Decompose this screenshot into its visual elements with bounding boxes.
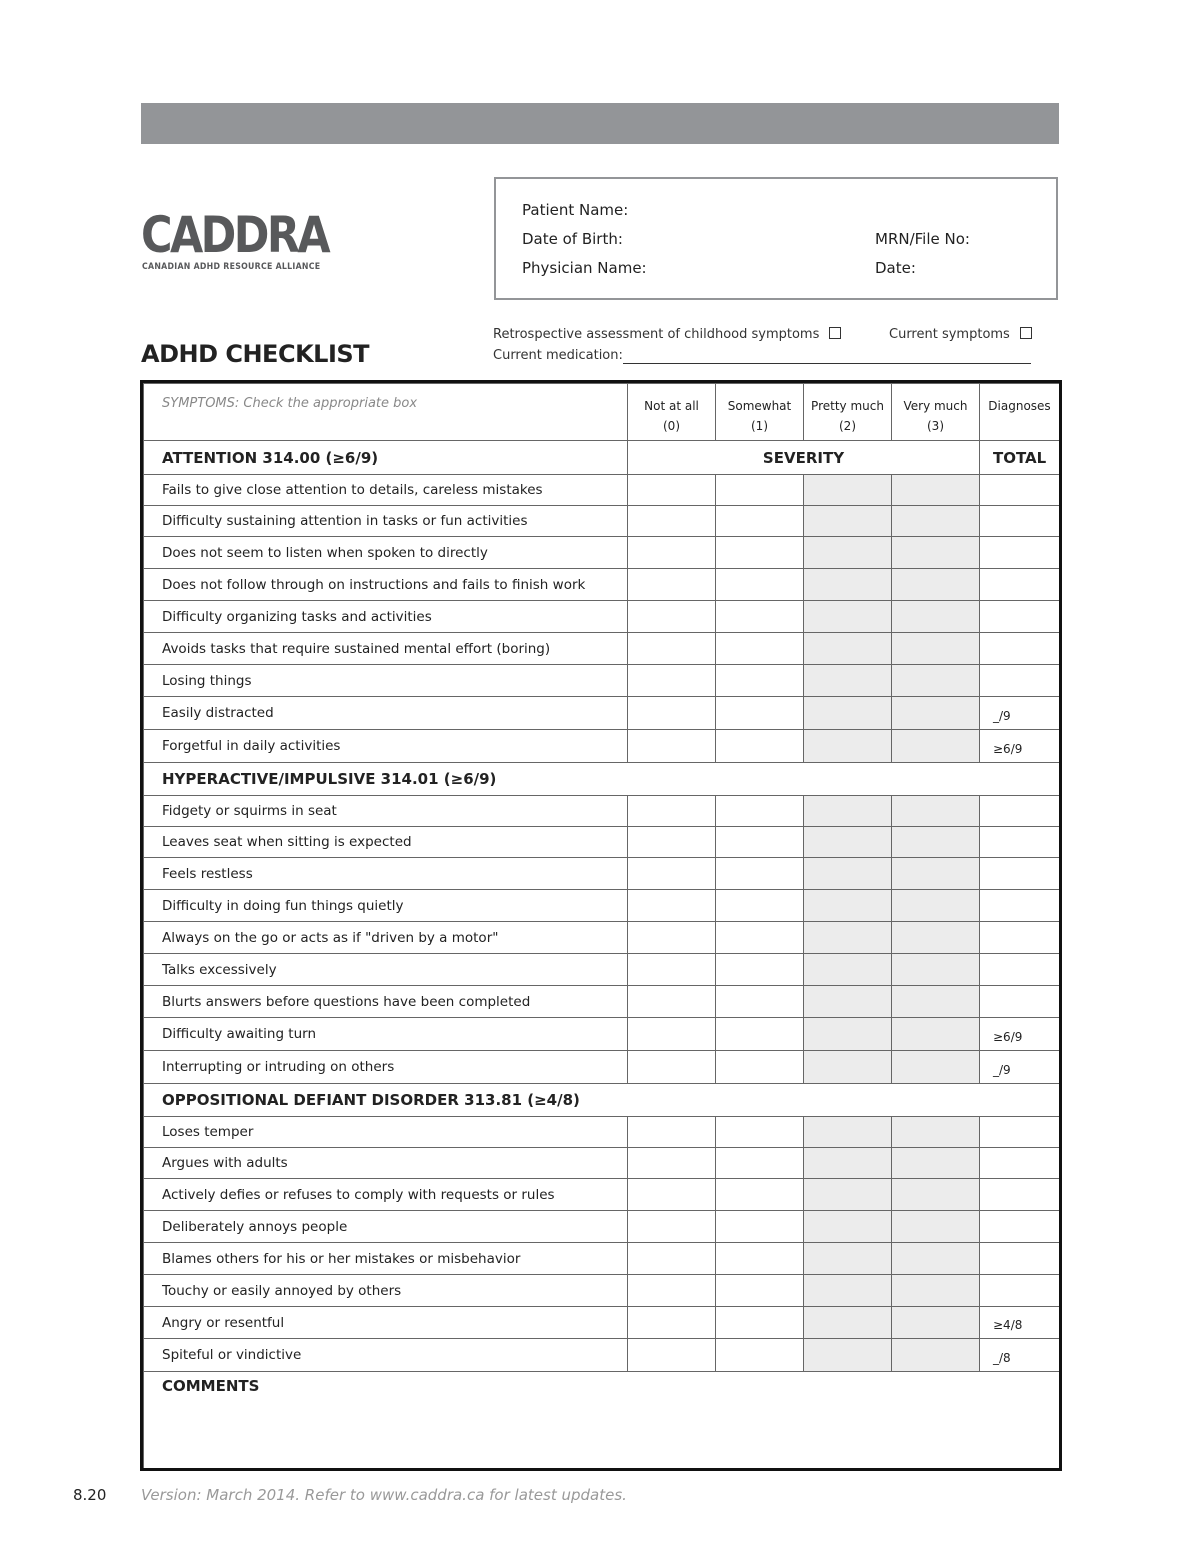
severity-cell-very-much[interactable] bbox=[892, 665, 980, 697]
section-title-attention: ATTENTION 314.00 (≥6/9) bbox=[144, 441, 628, 475]
patient-name-label: Patient Name: bbox=[522, 201, 629, 219]
diagnosis-cell[interactable]: _/8 bbox=[980, 1339, 1060, 1372]
diagnosis-cell[interactable] bbox=[980, 954, 1060, 986]
section-title-oppositional: OPPOSITIONAL DEFIANT DISORDER 313.81 (≥4/8) bbox=[144, 1084, 1060, 1117]
severity-cell-pretty-much[interactable] bbox=[804, 1051, 892, 1084]
symptom-label: Talks excessively bbox=[144, 954, 628, 986]
symptom-row bbox=[144, 1018, 1060, 1051]
symptoms-header: SYMPTOMS: Check the appropriate box bbox=[144, 384, 628, 441]
col-pretty-much: Pretty much (2) bbox=[804, 384, 892, 441]
diagnosis-cell[interactable] bbox=[980, 665, 1060, 697]
severity-cell-very-much[interactable] bbox=[892, 506, 980, 537]
symptom-checklist-table bbox=[140, 380, 1062, 1471]
symptom-row bbox=[144, 1243, 1060, 1275]
diagnosis-cell[interactable]: _/9 bbox=[980, 1051, 1060, 1084]
severity-cell-not-at-all[interactable] bbox=[628, 1179, 716, 1211]
severity-cell-pretty-much[interactable] bbox=[804, 1307, 892, 1339]
diagnosis-cell[interactable] bbox=[980, 569, 1060, 601]
severity-cell-somewhat[interactable] bbox=[716, 601, 804, 633]
severity-cell-very-much[interactable] bbox=[892, 1117, 980, 1148]
diagnosis-cell[interactable]: ≥6/9 bbox=[980, 1018, 1060, 1051]
severity-cell-somewhat[interactable] bbox=[716, 475, 804, 506]
severity-cell-pretty-much[interactable] bbox=[804, 1211, 892, 1243]
severity-cell-somewhat[interactable] bbox=[716, 858, 804, 890]
severity-cell-pretty-much[interactable] bbox=[804, 730, 892, 763]
diagnosis-cell[interactable] bbox=[980, 922, 1060, 954]
comments-field[interactable]: COMMENTS bbox=[144, 1372, 1060, 1468]
symptom-label: Spiteful or vindictive bbox=[144, 1339, 628, 1372]
col-diagnoses: Diagnoses bbox=[980, 384, 1060, 441]
severity-cell-somewhat[interactable] bbox=[716, 954, 804, 986]
severity-cell-somewhat[interactable] bbox=[716, 633, 804, 665]
comments-row bbox=[144, 1372, 1060, 1468]
severity-cell-not-at-all[interactable] bbox=[628, 796, 716, 827]
logo-tagline: CANADIAN ADHD RESOURCE ALLIANCE bbox=[142, 262, 321, 272]
diagnosis-cell[interactable] bbox=[980, 796, 1060, 827]
severity-cell-very-much[interactable] bbox=[892, 730, 980, 763]
severity-cell-very-much[interactable] bbox=[892, 954, 980, 986]
symptom-label: Does not seem to listen when spoken to directly bbox=[144, 537, 628, 569]
severity-cell-somewhat[interactable] bbox=[716, 697, 804, 730]
severity-cell-not-at-all[interactable] bbox=[628, 633, 716, 665]
symptom-label: Fails to give close attention to details, careless mistakes bbox=[144, 475, 628, 506]
diagnosis-cell[interactable] bbox=[980, 890, 1060, 922]
severity-cell-not-at-all[interactable] bbox=[628, 986, 716, 1018]
severity-cell-somewhat[interactable] bbox=[716, 1307, 804, 1339]
severity-cell-somewhat[interactable] bbox=[716, 1211, 804, 1243]
severity-cell-pretty-much[interactable] bbox=[804, 1117, 892, 1148]
symptom-label: Avoids tasks that require sustained mental effort (boring) bbox=[144, 633, 628, 665]
symptom-label: Blurts answers before questions have been completed bbox=[144, 986, 628, 1018]
severity-cell-pretty-much[interactable] bbox=[804, 1148, 892, 1179]
symptom-row bbox=[144, 537, 1060, 569]
severity-cell-not-at-all[interactable] bbox=[628, 730, 716, 763]
symptom-label: Always on the go or acts as if "driven by a motor" bbox=[144, 922, 628, 954]
severity-cell-not-at-all[interactable] bbox=[628, 954, 716, 986]
severity-cell-very-much[interactable] bbox=[892, 1051, 980, 1084]
symptom-label: Interrupting or intruding on others bbox=[144, 1051, 628, 1084]
patient-info-box bbox=[494, 177, 1058, 300]
severity-cell-pretty-much[interactable] bbox=[804, 858, 892, 890]
symptom-row bbox=[144, 730, 1060, 763]
symptom-label: Feels restless bbox=[144, 858, 628, 890]
severity-cell-somewhat[interactable] bbox=[716, 986, 804, 1018]
severity-cell-somewhat[interactable] bbox=[716, 1051, 804, 1084]
date-of-birth-label: Date of Birth: bbox=[522, 230, 623, 248]
symptom-label: Touchy or easily annoyed by others bbox=[144, 1275, 628, 1307]
symptom-label: Argues with adults bbox=[144, 1148, 628, 1179]
diagnosis-cell[interactable]: _/9 bbox=[980, 697, 1060, 730]
current-symptoms-label: Current symptoms bbox=[889, 327, 1010, 342]
severity-cell-very-much[interactable] bbox=[892, 697, 980, 730]
severity-cell-somewhat[interactable] bbox=[716, 1179, 804, 1211]
diagnosis-cell[interactable] bbox=[980, 1211, 1060, 1243]
severity-cell-very-much[interactable] bbox=[892, 986, 980, 1018]
severity-cell-very-much[interactable] bbox=[892, 633, 980, 665]
severity-cell-pretty-much[interactable] bbox=[804, 569, 892, 601]
symptom-row bbox=[144, 665, 1060, 697]
logo-wordmark: CADDRA bbox=[141, 206, 329, 264]
severity-cell-very-much[interactable] bbox=[892, 1148, 980, 1179]
severity-cell-somewhat[interactable] bbox=[716, 730, 804, 763]
current-symptoms-option bbox=[889, 327, 1032, 342]
symptom-row bbox=[144, 569, 1060, 601]
severity-cell-not-at-all[interactable] bbox=[628, 1211, 716, 1243]
diagnosis-cell[interactable] bbox=[980, 633, 1060, 665]
severity-cell-somewhat[interactable] bbox=[716, 569, 804, 601]
severity-cell-somewhat[interactable] bbox=[716, 890, 804, 922]
severity-cell-somewhat[interactable] bbox=[716, 1117, 804, 1148]
severity-cell-not-at-all[interactable] bbox=[628, 665, 716, 697]
section-row bbox=[144, 763, 1060, 796]
symptom-row bbox=[144, 633, 1060, 665]
symptom-label: Blames others for his or her mistakes or misbehavior bbox=[144, 1243, 628, 1275]
symptom-row bbox=[144, 986, 1060, 1018]
symptom-row bbox=[144, 827, 1060, 858]
section-row bbox=[144, 441, 1060, 475]
severity-cell-very-much[interactable] bbox=[892, 537, 980, 569]
symptom-row bbox=[144, 506, 1060, 537]
symptom-row bbox=[144, 601, 1060, 633]
current-medication-field[interactable] bbox=[623, 363, 1031, 364]
severity-cell-very-much[interactable] bbox=[892, 1275, 980, 1307]
severity-cell-very-much[interactable] bbox=[892, 475, 980, 506]
severity-cell-pretty-much[interactable] bbox=[804, 796, 892, 827]
symptom-row bbox=[144, 475, 1060, 506]
symptom-label: Loses temper bbox=[144, 1117, 628, 1148]
symptom-label: Does not follow through on instructions and fails to finish work bbox=[144, 569, 628, 601]
symptom-label: Leaves seat when sitting is expected bbox=[144, 827, 628, 858]
symptom-label: Easily distracted bbox=[144, 697, 628, 730]
header-bar bbox=[141, 103, 1059, 144]
symptom-row bbox=[144, 1117, 1060, 1148]
symptom-row bbox=[144, 922, 1060, 954]
severity-cell-somewhat[interactable] bbox=[716, 796, 804, 827]
symptom-row bbox=[144, 890, 1060, 922]
severity-cell-very-much[interactable] bbox=[892, 796, 980, 827]
symptom-label: Angry or resentful bbox=[144, 1307, 628, 1339]
symptom-label: Difficulty in doing fun things quietly bbox=[144, 890, 628, 922]
severity-cell-pretty-much[interactable] bbox=[804, 1243, 892, 1275]
severity-cell-pretty-much[interactable] bbox=[804, 890, 892, 922]
severity-cell-pretty-much[interactable] bbox=[804, 1339, 892, 1372]
retrospective-option bbox=[493, 327, 841, 342]
severity-cell-very-much[interactable] bbox=[892, 827, 980, 858]
severity-cell-somewhat[interactable] bbox=[716, 537, 804, 569]
severity-cell-pretty-much[interactable] bbox=[804, 1275, 892, 1307]
diagnosis-cell[interactable] bbox=[980, 827, 1060, 858]
symptom-label: Difficulty sustaining attention in tasks or fun activities bbox=[144, 506, 628, 537]
symptom-row bbox=[144, 1148, 1060, 1179]
severity-cell-not-at-all[interactable] bbox=[628, 1307, 716, 1339]
severity-cell-not-at-all[interactable] bbox=[628, 858, 716, 890]
retrospective-checkbox[interactable] bbox=[829, 327, 841, 339]
severity-label: SEVERITY bbox=[628, 441, 980, 475]
severity-cell-not-at-all[interactable] bbox=[628, 890, 716, 922]
severity-cell-not-at-all[interactable] bbox=[628, 1275, 716, 1307]
current-symptoms-checkbox[interactable] bbox=[1020, 327, 1032, 339]
diagnosis-cell[interactable] bbox=[980, 475, 1060, 506]
page-number: 8.20 bbox=[73, 1486, 107, 1504]
severity-cell-not-at-all[interactable] bbox=[628, 1148, 716, 1179]
severity-cell-very-much[interactable] bbox=[892, 569, 980, 601]
severity-cell-very-much[interactable] bbox=[892, 858, 980, 890]
severity-cell-somewhat[interactable] bbox=[716, 827, 804, 858]
severity-cell-very-much[interactable] bbox=[892, 1179, 980, 1211]
version-note: Version: March 2014. Refer to www.caddra.ca for latest updates. bbox=[141, 1486, 627, 1504]
severity-cell-not-at-all[interactable] bbox=[628, 1018, 716, 1051]
physician-name-label: Physician Name: bbox=[522, 259, 647, 277]
severity-cell-very-much[interactable] bbox=[892, 1307, 980, 1339]
severity-cell-not-at-all[interactable] bbox=[628, 506, 716, 537]
page-title: ADHD CHECKLIST bbox=[141, 340, 370, 368]
severity-cell-very-much[interactable] bbox=[892, 890, 980, 922]
severity-cell-not-at-all[interactable] bbox=[628, 1117, 716, 1148]
caddra-logo bbox=[141, 207, 331, 277]
symptom-row bbox=[144, 1179, 1060, 1211]
severity-cell-not-at-all[interactable] bbox=[628, 697, 716, 730]
severity-cell-somewhat[interactable] bbox=[716, 1339, 804, 1372]
severity-cell-very-much[interactable] bbox=[892, 1339, 980, 1372]
severity-cell-very-much[interactable] bbox=[892, 1211, 980, 1243]
severity-cell-somewhat[interactable] bbox=[716, 1243, 804, 1275]
col-not-at-all: Not at all (0) bbox=[628, 384, 716, 441]
severity-cell-pretty-much[interactable] bbox=[804, 633, 892, 665]
severity-cell-very-much[interactable] bbox=[892, 601, 980, 633]
severity-cell-somewhat[interactable] bbox=[716, 506, 804, 537]
table-header-row bbox=[144, 384, 1060, 441]
severity-cell-pretty-much[interactable] bbox=[804, 475, 892, 506]
date-label: Date: bbox=[875, 259, 916, 277]
severity-cell-pretty-much[interactable] bbox=[804, 537, 892, 569]
severity-cell-pretty-much[interactable] bbox=[804, 601, 892, 633]
symptom-row bbox=[144, 1211, 1060, 1243]
symptom-label: Forgetful in daily activities bbox=[144, 730, 628, 763]
col-somewhat: Somewhat (1) bbox=[716, 384, 804, 441]
severity-cell-pretty-much[interactable] bbox=[804, 506, 892, 537]
severity-cell-not-at-all[interactable] bbox=[628, 601, 716, 633]
mrn-file-label: MRN/File No: bbox=[875, 230, 970, 248]
diagnosis-cell[interactable] bbox=[980, 1243, 1060, 1275]
diagnosis-cell[interactable] bbox=[980, 986, 1060, 1018]
severity-cell-somewhat[interactable] bbox=[716, 922, 804, 954]
symptom-row bbox=[144, 954, 1060, 986]
severity-cell-not-at-all[interactable] bbox=[628, 569, 716, 601]
severity-cell-not-at-all[interactable] bbox=[628, 922, 716, 954]
symptom-label: Fidgety or squirms in seat bbox=[144, 796, 628, 827]
severity-cell-not-at-all[interactable] bbox=[628, 1051, 716, 1084]
diagnosis-cell[interactable]: ≥6/9 bbox=[980, 730, 1060, 763]
severity-cell-pretty-much[interactable] bbox=[804, 1179, 892, 1211]
col-very-much: Very much (3) bbox=[892, 384, 980, 441]
severity-cell-pretty-much[interactable] bbox=[804, 697, 892, 730]
severity-cell-pretty-much[interactable] bbox=[804, 1018, 892, 1051]
severity-cell-very-much[interactable] bbox=[892, 1243, 980, 1275]
symptom-label: Losing things bbox=[144, 665, 628, 697]
symptom-row bbox=[144, 1275, 1060, 1307]
symptom-row bbox=[144, 1339, 1060, 1372]
severity-cell-somewhat[interactable] bbox=[716, 1275, 804, 1307]
severity-cell-not-at-all[interactable] bbox=[628, 1339, 716, 1372]
diagnosis-cell[interactable] bbox=[980, 1275, 1060, 1307]
severity-cell-not-at-all[interactable] bbox=[628, 537, 716, 569]
diagnosis-cell[interactable] bbox=[980, 1179, 1060, 1211]
section-row bbox=[144, 1084, 1060, 1117]
severity-cell-very-much[interactable] bbox=[892, 922, 980, 954]
diagnosis-cell[interactable] bbox=[980, 1117, 1060, 1148]
severity-cell-not-at-all[interactable] bbox=[628, 475, 716, 506]
retrospective-label: Retrospective assessment of childhood symptoms bbox=[493, 327, 820, 342]
severity-cell-somewhat[interactable] bbox=[716, 665, 804, 697]
severity-cell-not-at-all[interactable] bbox=[628, 1243, 716, 1275]
symptom-label: Difficulty awaiting turn bbox=[144, 1018, 628, 1051]
severity-cell-pretty-much[interactable] bbox=[804, 922, 892, 954]
severity-cell-pretty-much[interactable] bbox=[804, 954, 892, 986]
diagnosis-cell[interactable] bbox=[980, 537, 1060, 569]
diagnosis-cell[interactable]: ≥4/8 bbox=[980, 1307, 1060, 1339]
current-medication-label: Current medication: bbox=[493, 348, 623, 363]
symptom-label: Deliberately annoys people bbox=[144, 1211, 628, 1243]
symptom-row bbox=[144, 697, 1060, 730]
diagnosis-cell[interactable] bbox=[980, 858, 1060, 890]
symptom-row bbox=[144, 796, 1060, 827]
diagnosis-cell[interactable] bbox=[980, 506, 1060, 537]
diagnosis-cell[interactable] bbox=[980, 601, 1060, 633]
diagnosis-cell[interactable] bbox=[980, 1148, 1060, 1179]
severity-cell-pretty-much[interactable] bbox=[804, 665, 892, 697]
symptom-row bbox=[144, 1307, 1060, 1339]
total-label: TOTAL bbox=[980, 441, 1060, 475]
symptom-label: Difficulty organizing tasks and activities bbox=[144, 601, 628, 633]
symptom-label: Actively defies or refuses to comply with requests or rules bbox=[144, 1179, 628, 1211]
section-title-hyperactive-impulsive: HYPERACTIVE/IMPULSIVE 314.01 (≥6/9) bbox=[144, 763, 1060, 796]
severity-cell-not-at-all[interactable] bbox=[628, 827, 716, 858]
symptom-row bbox=[144, 1051, 1060, 1084]
severity-cell-pretty-much[interactable] bbox=[804, 827, 892, 858]
severity-cell-pretty-much[interactable] bbox=[804, 986, 892, 1018]
symptom-row bbox=[144, 858, 1060, 890]
severity-cell-somewhat[interactable] bbox=[716, 1148, 804, 1179]
severity-cell-somewhat[interactable] bbox=[716, 1018, 804, 1051]
severity-cell-very-much[interactable] bbox=[892, 1018, 980, 1051]
